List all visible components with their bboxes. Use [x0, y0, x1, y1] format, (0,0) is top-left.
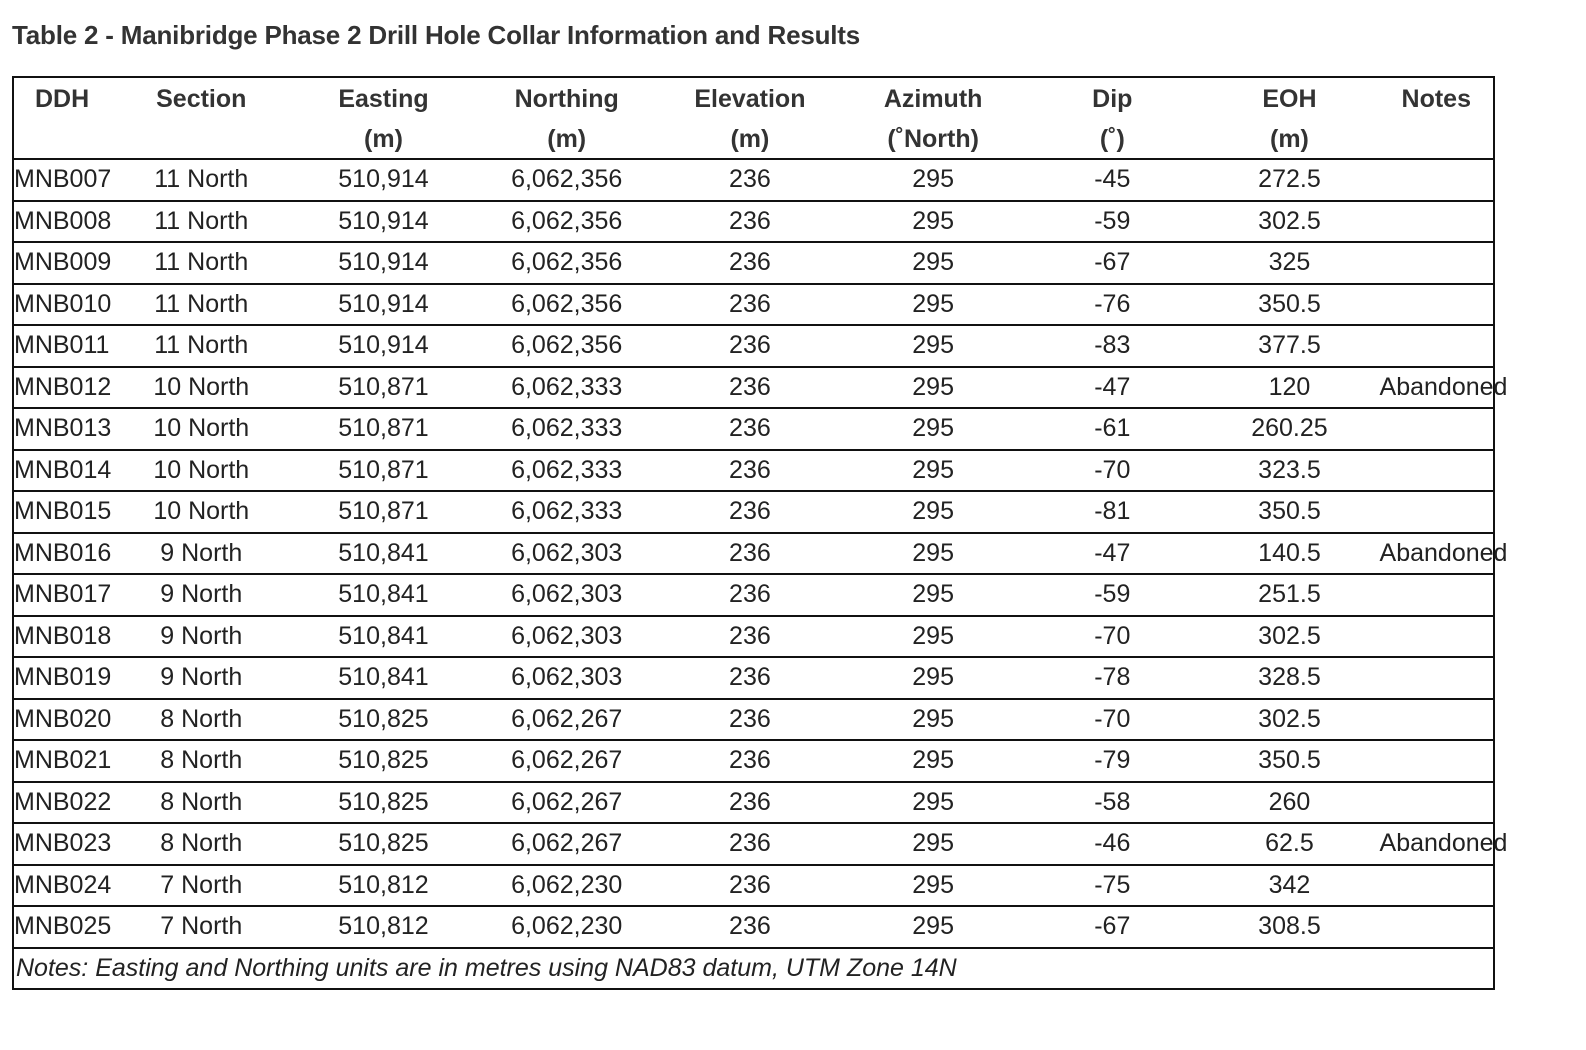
- cell-section: 9 North: [160, 663, 243, 692]
- cell-azimuth: 295: [912, 455, 954, 484]
- cell-dip: -45: [1094, 165, 1131, 194]
- cell-easting: 510,871: [338, 497, 429, 526]
- cell-ddh: MNB013: [14, 414, 112, 443]
- cell-notes: [1380, 325, 1494, 367]
- cell-notes: [1380, 491, 1494, 533]
- cell-northing: 6,062,356: [511, 289, 623, 318]
- cell-elevation: 236: [729, 787, 771, 816]
- cell-northing: 6,062,333: [511, 455, 623, 484]
- cell-notes: [1380, 906, 1494, 948]
- cell-northing: 6,062,230: [511, 870, 623, 899]
- cell-dip: -76: [1094, 289, 1131, 318]
- cell-easting: 510,841: [338, 538, 429, 567]
- table-title: Table 2 - Manibridge Phase 2 Drill Hole Collar Information and Results: [12, 20, 861, 50]
- cell-section: 10 North: [153, 455, 250, 484]
- unit-ddh: [13, 120, 110, 159]
- cell-eoh: 140.5: [1258, 538, 1321, 567]
- cell-eoh: 260: [1268, 787, 1311, 816]
- cell-ddh: MNB014: [14, 455, 112, 484]
- cell-elevation: 236: [729, 455, 771, 484]
- cell-dip: -46: [1094, 829, 1131, 858]
- cell-ddh: MNB022: [14, 787, 112, 816]
- cell-section: 7 North: [160, 912, 243, 941]
- header-azimuth: Azimuth: [883, 84, 983, 113]
- cell-ddh: MNB020: [14, 704, 112, 733]
- unit-notes: [1380, 120, 1494, 159]
- cell-elevation: 236: [729, 829, 771, 858]
- cell-notes: [1380, 782, 1494, 824]
- cell-northing: 6,062,333: [511, 372, 623, 401]
- cell-eoh: 328.5: [1258, 663, 1321, 692]
- unit-section: [110, 120, 292, 159]
- cell-easting: 510,871: [338, 372, 429, 401]
- cell-eoh: 377.5: [1258, 331, 1321, 360]
- table-header: [13, 77, 1494, 159]
- cell-azimuth: 295: [912, 829, 954, 858]
- table-row: [13, 284, 1494, 326]
- header-section: Section: [156, 84, 247, 113]
- cell-eoh: 302.5: [1258, 206, 1321, 235]
- cell-dip: -67: [1094, 912, 1131, 941]
- cell-section: 10 North: [153, 414, 250, 443]
- table-row: [13, 782, 1494, 824]
- cell-easting: 510,825: [338, 829, 429, 858]
- footnote-row: [13, 948, 1494, 989]
- cell-dip: -83: [1094, 331, 1131, 360]
- cell-ddh: MNB012: [14, 372, 112, 401]
- cell-elevation: 236: [729, 248, 771, 277]
- header-label-row: [13, 77, 1494, 120]
- cell-ddh: MNB019: [14, 663, 112, 692]
- cell-dip: -47: [1094, 538, 1131, 567]
- cell-northing: 6,062,303: [511, 580, 623, 609]
- cell-azimuth: 295: [912, 704, 954, 733]
- table-row: [13, 450, 1494, 492]
- unit-northing: (m): [547, 124, 587, 153]
- cell-azimuth: 295: [912, 621, 954, 650]
- cell-eoh: 62.5: [1265, 829, 1314, 858]
- cell-ddh: MNB008: [14, 206, 112, 235]
- table-row: [13, 325, 1494, 367]
- cell-eoh: 325: [1268, 248, 1311, 277]
- cell-azimuth: 295: [912, 248, 954, 277]
- cell-ddh: MNB017: [14, 580, 112, 609]
- cell-easting: 510,914: [338, 206, 429, 235]
- cell-dip: -70: [1094, 704, 1131, 733]
- cell-azimuth: 295: [912, 538, 954, 567]
- cell-dip: -47: [1094, 372, 1131, 401]
- cell-notes: Abandoned: [1379, 829, 1508, 858]
- cell-northing: 6,062,356: [511, 165, 623, 194]
- table-row: [13, 491, 1494, 533]
- cell-azimuth: 295: [912, 165, 954, 194]
- cell-northing: 6,062,267: [511, 704, 623, 733]
- cell-eoh: 350.5: [1258, 289, 1321, 318]
- cell-eoh: 342: [1268, 870, 1311, 899]
- cell-easting: 510,914: [338, 289, 429, 318]
- cell-dip: -58: [1094, 787, 1131, 816]
- table-row: [13, 574, 1494, 616]
- cell-section: 11 North: [154, 248, 249, 277]
- cell-eoh: 350.5: [1258, 746, 1321, 775]
- cell-section: 8 North: [160, 746, 243, 775]
- cell-section: 10 North: [153, 372, 250, 401]
- cell-easting: 510,914: [338, 165, 429, 194]
- cell-easting: 510,825: [338, 704, 429, 733]
- unit-elevation: (m): [730, 124, 770, 153]
- cell-notes: [1380, 740, 1494, 782]
- cell-section: 8 North: [160, 829, 243, 858]
- header-ddh: DDH: [35, 84, 90, 113]
- cell-notes: [1380, 657, 1494, 699]
- cell-elevation: 236: [729, 538, 771, 567]
- cell-dip: -61: [1094, 414, 1131, 443]
- cell-northing: 6,062,333: [511, 414, 623, 443]
- cell-northing: 6,062,356: [511, 206, 623, 235]
- table-row: [13, 906, 1494, 948]
- cell-notes: [1380, 242, 1494, 284]
- cell-northing: 6,062,303: [511, 621, 623, 650]
- cell-ddh: MNB007: [14, 165, 112, 194]
- cell-dip: -79: [1094, 746, 1131, 775]
- cell-section: 11 North: [154, 289, 249, 318]
- cell-ddh: MNB011: [14, 331, 110, 360]
- cell-northing: 6,062,230: [511, 912, 623, 941]
- cell-easting: 510,825: [338, 746, 429, 775]
- cell-notes: [1380, 450, 1494, 492]
- cell-dip: -67: [1094, 248, 1131, 277]
- cell-azimuth: 295: [912, 414, 954, 443]
- cell-section: 8 North: [160, 787, 243, 816]
- cell-easting: 510,812: [338, 870, 429, 899]
- cell-eoh: 323.5: [1258, 455, 1321, 484]
- cell-elevation: 236: [729, 870, 771, 899]
- table-footnote: Notes: Easting and Northing units are in metres using NAD83 datum, UTM Zone 14N: [16, 953, 957, 982]
- header-eoh: EOH: [1262, 84, 1317, 113]
- cell-easting: 510,841: [338, 621, 429, 650]
- cell-ddh: MNB024: [14, 870, 112, 899]
- table-row: [13, 740, 1494, 782]
- cell-elevation: 236: [729, 165, 771, 194]
- drill-hole-collar-table: [12, 76, 1508, 990]
- cell-easting: 510,825: [338, 787, 429, 816]
- cell-ddh: MNB010: [14, 289, 112, 318]
- cell-northing: 6,062,333: [511, 497, 623, 526]
- cell-eoh: 302.5: [1258, 704, 1321, 733]
- cell-dip: -70: [1094, 621, 1131, 650]
- cell-section: 9 North: [160, 538, 243, 567]
- cell-notes: Abandoned: [1379, 372, 1508, 401]
- cell-azimuth: 295: [912, 497, 954, 526]
- cell-azimuth: 295: [912, 870, 954, 899]
- cell-elevation: 236: [729, 289, 771, 318]
- cell-ddh: MNB023: [14, 829, 112, 858]
- cell-easting: 510,812: [338, 912, 429, 941]
- cell-notes: [1380, 159, 1494, 201]
- cell-easting: 510,914: [338, 331, 429, 360]
- cell-northing: 6,062,303: [511, 538, 623, 567]
- cell-northing: 6,062,356: [511, 248, 623, 277]
- unit-easting: (m): [364, 124, 403, 153]
- header-dip: Dip: [1092, 84, 1133, 113]
- cell-ddh: MNB018: [14, 621, 112, 650]
- unit-eoh: (m): [1270, 124, 1309, 153]
- cell-azimuth: 295: [912, 372, 954, 401]
- cell-section: 7 North: [160, 870, 243, 899]
- cell-eoh: 302.5: [1258, 621, 1321, 650]
- cell-notes: [1380, 408, 1494, 450]
- cell-eoh: 350.5: [1258, 497, 1321, 526]
- cell-northing: 6,062,267: [511, 787, 623, 816]
- header-unit-row: [13, 120, 1494, 159]
- cell-elevation: 236: [729, 580, 771, 609]
- cell-ddh: MNB016: [14, 538, 112, 567]
- cell-northing: 6,062,267: [511, 829, 623, 858]
- table-row: [13, 865, 1494, 907]
- cell-elevation: 236: [729, 704, 771, 733]
- table-body: [13, 159, 1508, 948]
- cell-notes: [1380, 616, 1494, 658]
- cell-dip: -70: [1094, 455, 1131, 484]
- cell-notes: [1380, 574, 1494, 616]
- cell-section: 9 North: [160, 580, 243, 609]
- cell-northing: 6,062,356: [511, 331, 623, 360]
- cell-elevation: 236: [729, 497, 771, 526]
- table-row: [13, 408, 1494, 450]
- cell-notes: [1380, 284, 1494, 326]
- cell-azimuth: 295: [912, 663, 954, 692]
- cell-notes: [1380, 865, 1494, 907]
- cell-eoh: 251.5: [1258, 580, 1321, 609]
- header-elevation: Elevation: [694, 84, 806, 113]
- cell-ddh: MNB025: [14, 912, 112, 941]
- unit-dip: (˚): [1099, 124, 1125, 153]
- cell-azimuth: 295: [912, 331, 954, 360]
- cell-dip: -81: [1094, 497, 1131, 526]
- cell-elevation: 236: [729, 912, 771, 941]
- cell-azimuth: 295: [912, 289, 954, 318]
- cell-northing: 6,062,267: [511, 746, 623, 775]
- cell-section: 8 North: [160, 704, 243, 733]
- table-row: [13, 823, 1494, 865]
- cell-elevation: 236: [729, 621, 771, 650]
- table-row: [13, 616, 1494, 658]
- cell-elevation: 236: [729, 331, 771, 360]
- cell-elevation: 236: [729, 746, 771, 775]
- cell-ddh: MNB009: [14, 248, 112, 277]
- header-easting: Easting: [338, 84, 429, 113]
- cell-section: 11 North: [154, 206, 249, 235]
- cell-northing: 6,062,303: [511, 663, 623, 692]
- header-northing: Northing: [514, 84, 619, 113]
- cell-elevation: 236: [729, 414, 771, 443]
- cell-azimuth: 295: [912, 746, 954, 775]
- cell-elevation: 236: [729, 663, 771, 692]
- cell-easting: 510,841: [338, 663, 429, 692]
- unit-azimuth: (˚North): [887, 124, 979, 153]
- cell-ddh: MNB015: [14, 497, 112, 526]
- table-row: [13, 242, 1494, 284]
- cell-dip: -59: [1094, 580, 1131, 609]
- table-row: [13, 201, 1494, 243]
- cell-notes: [1380, 201, 1494, 243]
- cell-easting: 510,914: [338, 248, 429, 277]
- cell-azimuth: 295: [912, 787, 954, 816]
- cell-dip: -75: [1094, 870, 1131, 899]
- header-notes: Notes: [1401, 84, 1471, 113]
- cell-section: 11 North: [154, 165, 249, 194]
- cell-section: 10 North: [153, 497, 250, 526]
- cell-eoh: 120: [1268, 372, 1311, 401]
- cell-notes: [1380, 699, 1494, 741]
- cell-notes: Abandoned: [1379, 538, 1508, 567]
- cell-eoh: 260.25: [1251, 414, 1328, 443]
- cell-azimuth: 295: [912, 912, 954, 941]
- cell-azimuth: 295: [912, 580, 954, 609]
- cell-easting: 510,841: [338, 580, 429, 609]
- table-row: [13, 699, 1494, 741]
- table-row: [13, 367, 1494, 409]
- cell-eoh: 308.5: [1258, 912, 1321, 941]
- cell-elevation: 236: [729, 372, 771, 401]
- cell-dip: -78: [1094, 663, 1131, 692]
- table-row: [13, 657, 1494, 699]
- cell-elevation: 236: [729, 206, 771, 235]
- cell-eoh: 272.5: [1258, 165, 1321, 194]
- cell-easting: 510,871: [338, 455, 429, 484]
- cell-ddh: MNB021: [14, 746, 112, 775]
- table-row: [13, 159, 1494, 201]
- cell-azimuth: 295: [912, 206, 954, 235]
- cell-section: 11 North: [154, 331, 249, 360]
- cell-dip: -59: [1094, 206, 1131, 235]
- cell-easting: 510,871: [338, 414, 429, 443]
- table-footer: [13, 948, 1494, 989]
- table-row: [13, 533, 1494, 575]
- cell-section: 9 North: [160, 621, 243, 650]
